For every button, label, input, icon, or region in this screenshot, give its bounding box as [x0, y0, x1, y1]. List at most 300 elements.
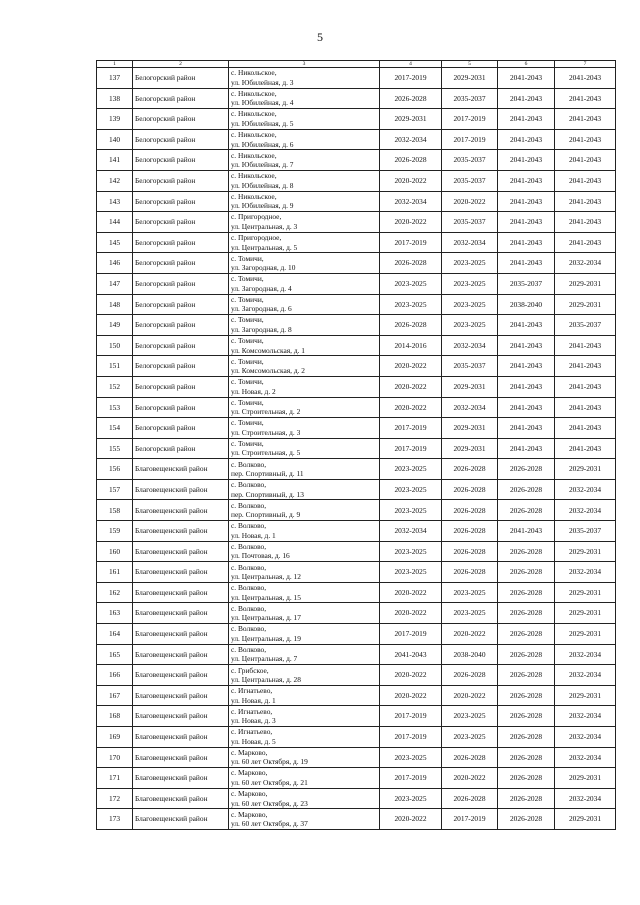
period-cell-2: 2029-2031 [442, 376, 498, 397]
row-number: 149 [97, 315, 133, 336]
address-street: ул. Комсомольская, д. 2 [231, 366, 305, 376]
address-settlement: с. Никольское, [231, 130, 277, 140]
header-col-3: 3 [229, 61, 380, 68]
address-street: ул. 60 лет Октября, д. 21 [231, 777, 308, 787]
row-number: 156 [97, 459, 133, 480]
period-cell-2: 2026-2028 [442, 665, 498, 686]
address-settlement: с. Томичи, [231, 377, 264, 387]
period-cell-2: 2026-2028 [442, 747, 498, 768]
table-row [97, 438, 616, 459]
table-row [97, 788, 616, 809]
address-cell [229, 685, 380, 706]
period-cell-1: 2020-2022 [380, 685, 442, 706]
address-settlement: с. Волково, [231, 521, 267, 531]
address-cell [229, 191, 380, 212]
address-settlement: с. Марково, [231, 768, 268, 778]
district-cell: Благовещенский район [133, 665, 229, 686]
district-cell: Белогорский район [133, 232, 229, 253]
period-cell-4: 2029-2031 [555, 624, 616, 645]
district-cell: Благовещенский район [133, 685, 229, 706]
period-cell-3: 2041-2043 [498, 376, 555, 397]
period-cell-3: 2026-2028 [498, 562, 555, 583]
period-cell-3: 2038-2040 [498, 294, 555, 315]
table-row [97, 315, 616, 336]
period-cell-1: 2026-2028 [380, 88, 442, 109]
period-cell-4: 2041-2043 [555, 170, 616, 191]
address-street: ул. 60 лет Октября, д. 23 [231, 798, 308, 808]
address-street: ул. Юбилейная, д. 8 [231, 180, 294, 190]
period-cell-3: 2041-2043 [498, 253, 555, 274]
period-cell-2: 2029-2031 [442, 68, 498, 89]
period-cell-1: 2020-2022 [380, 356, 442, 377]
address-cell [229, 747, 380, 768]
period-cell-1: 2023-2025 [380, 273, 442, 294]
address-settlement: с. Волково, [231, 583, 267, 593]
address-cell [229, 88, 380, 109]
period-cell-3: 2041-2043 [498, 129, 555, 150]
period-cell-4: 2029-2031 [555, 768, 616, 789]
period-cell-1: 2023-2025 [380, 479, 442, 500]
period-cell-4: 2041-2043 [555, 191, 616, 212]
address-cell [229, 212, 380, 233]
row-number: 165 [97, 644, 133, 665]
row-number: 173 [97, 809, 133, 830]
address-street: ул. Загородная, д. 10 [231, 263, 296, 273]
address-cell [229, 479, 380, 500]
address-cell [229, 356, 380, 377]
address-settlement: с. Волково, [231, 459, 267, 469]
period-cell-1: 2020-2022 [380, 665, 442, 686]
period-cell-1: 2023-2025 [380, 788, 442, 809]
period-cell-4: 2029-2031 [555, 273, 616, 294]
row-number: 151 [97, 356, 133, 377]
district-cell: Благовещенский район [133, 603, 229, 624]
period-cell-3: 2041-2043 [498, 212, 555, 233]
period-cell-2: 2026-2028 [442, 459, 498, 480]
row-number: 168 [97, 706, 133, 727]
period-cell-3: 2041-2043 [498, 150, 555, 171]
row-number: 161 [97, 562, 133, 583]
row-number: 163 [97, 603, 133, 624]
row-number: 148 [97, 294, 133, 315]
period-cell-2: 2032-2034 [442, 397, 498, 418]
period-cell-2: 2023-2025 [442, 273, 498, 294]
address-cell [229, 315, 380, 336]
period-cell-1: 2017-2019 [380, 438, 442, 459]
address-settlement: с. Волково, [231, 500, 267, 510]
period-cell-4: 2029-2031 [555, 459, 616, 480]
period-cell-1: 2014-2016 [380, 335, 442, 356]
district-cell: Белогорский район [133, 335, 229, 356]
period-cell-2: 2026-2028 [442, 479, 498, 500]
row-number: 147 [97, 273, 133, 294]
period-cell-1: 2041-2043 [380, 644, 442, 665]
period-cell-3: 2035-2037 [498, 273, 555, 294]
address-cell [229, 273, 380, 294]
address-street: ул. Юбилейная, д. 3 [231, 77, 294, 87]
period-cell-1: 2032-2034 [380, 191, 442, 212]
table-row [97, 706, 616, 727]
period-cell-2: 2035-2037 [442, 170, 498, 191]
address-settlement: с. Никольское, [231, 109, 277, 119]
address-cell [229, 129, 380, 150]
period-cell-1: 2023-2025 [380, 747, 442, 768]
period-cell-2: 2026-2028 [442, 788, 498, 809]
period-cell-1: 2023-2025 [380, 459, 442, 480]
table-row [97, 479, 616, 500]
header-col-7: 7 [555, 61, 616, 68]
period-cell-4: 2029-2031 [555, 541, 616, 562]
period-cell-3: 2026-2028 [498, 809, 555, 830]
address-street: ул. Юбилейная, д. 4 [231, 98, 294, 108]
period-cell-1: 2023-2025 [380, 541, 442, 562]
row-number: 154 [97, 418, 133, 439]
period-cell-4: 2032-2034 [555, 747, 616, 768]
table-row [97, 418, 616, 439]
period-cell-2: 2029-2031 [442, 438, 498, 459]
address-settlement: с. Никольское, [231, 191, 277, 201]
period-cell-3: 2026-2028 [498, 603, 555, 624]
period-cell-4: 2041-2043 [555, 68, 616, 89]
period-cell-4: 2035-2037 [555, 521, 616, 542]
period-cell-2: 2038-2040 [442, 644, 498, 665]
address-settlement: с. Никольское, [231, 88, 277, 98]
period-cell-1: 2023-2025 [380, 500, 442, 521]
table-row [97, 109, 616, 130]
period-cell-4: 2041-2043 [555, 418, 616, 439]
header-col-2: 2 [133, 61, 229, 68]
row-number: 141 [97, 150, 133, 171]
address-cell [229, 335, 380, 356]
period-cell-4: 2029-2031 [555, 809, 616, 830]
address-settlement: с. Никольское, [231, 68, 277, 78]
period-cell-2: 2017-2019 [442, 109, 498, 130]
address-cell [229, 294, 380, 315]
district-cell: Благовещенский район [133, 541, 229, 562]
period-cell-4: 2041-2043 [555, 438, 616, 459]
period-cell-4: 2041-2043 [555, 150, 616, 171]
address-street: ул. 60 лет Октября, д. 19 [231, 757, 308, 767]
address-cell [229, 706, 380, 727]
period-cell-4: 2029-2031 [555, 603, 616, 624]
district-cell: Благовещенский район [133, 706, 229, 727]
table-row [97, 582, 616, 603]
row-number: 157 [97, 479, 133, 500]
table-row [97, 150, 616, 171]
period-cell-2: 2032-2034 [442, 232, 498, 253]
period-cell-4: 2041-2043 [555, 232, 616, 253]
table-row [97, 521, 616, 542]
period-cell-2: 2020-2022 [442, 768, 498, 789]
table-row [97, 232, 616, 253]
period-cell-2: 2035-2037 [442, 212, 498, 233]
period-cell-1: 2020-2022 [380, 603, 442, 624]
period-cell-4: 2041-2043 [555, 376, 616, 397]
address-cell [229, 541, 380, 562]
address-settlement: с. Игнатьево, [231, 686, 273, 696]
address-street: ул. Загородная, д. 4 [231, 283, 292, 293]
address-cell [229, 500, 380, 521]
period-cell-2: 2023-2025 [442, 294, 498, 315]
district-cell: Белогорский район [133, 109, 229, 130]
period-cell-3: 2026-2028 [498, 706, 555, 727]
period-cell-3: 2026-2028 [498, 624, 555, 645]
period-cell-2: 2017-2019 [442, 809, 498, 830]
address-cell [229, 438, 380, 459]
row-number: 153 [97, 397, 133, 418]
district-cell: Белогорский район [133, 376, 229, 397]
period-cell-1: 2032-2034 [380, 521, 442, 542]
address-cell [229, 68, 380, 89]
district-cell: Белогорский район [133, 129, 229, 150]
address-settlement: с. Пригородное, [231, 233, 282, 243]
district-cell: Благовещенский район [133, 459, 229, 480]
period-cell-4: 2032-2034 [555, 253, 616, 274]
period-cell-4: 2032-2034 [555, 706, 616, 727]
district-cell: Белогорский район [133, 212, 229, 233]
period-cell-2: 2023-2025 [442, 706, 498, 727]
address-settlement: с. Марково, [231, 809, 268, 819]
address-street: пер. Спортивный, д. 11 [231, 469, 304, 479]
period-cell-2: 2023-2025 [442, 582, 498, 603]
period-cell-2: 2023-2025 [442, 727, 498, 748]
table-row [97, 397, 616, 418]
row-number: 159 [97, 521, 133, 542]
row-number: 164 [97, 624, 133, 645]
row-number: 160 [97, 541, 133, 562]
district-cell: Благовещенский район [133, 809, 229, 830]
address-street: ул. Строительная, д. 3 [231, 427, 301, 437]
address-settlement: с. Томичи, [231, 356, 264, 366]
period-cell-3: 2041-2043 [498, 170, 555, 191]
district-cell: Белогорский район [133, 68, 229, 89]
district-cell: Благовещенский район [133, 582, 229, 603]
address-settlement: с. Волково, [231, 603, 267, 613]
address-settlement: с. Волково, [231, 624, 267, 634]
period-cell-4: 2041-2043 [555, 109, 616, 130]
period-cell-3: 2026-2028 [498, 685, 555, 706]
address-cell [229, 603, 380, 624]
period-cell-4: 2041-2043 [555, 356, 616, 377]
district-cell: Благовещенский район [133, 562, 229, 583]
period-cell-3: 2026-2028 [498, 727, 555, 748]
table-row [97, 500, 616, 521]
district-cell: Благовещенский район [133, 747, 229, 768]
district-cell: Благовещенский район [133, 768, 229, 789]
header-col-4: 4 [380, 61, 442, 68]
housing-schedule-table [96, 60, 616, 830]
address-street: ул. Загородная, д. 6 [231, 304, 292, 314]
address-settlement: с. Никольское, [231, 171, 277, 181]
period-cell-4: 2041-2043 [555, 88, 616, 109]
address-street: пер. Спортивный, д. 13 [231, 489, 304, 499]
address-street: ул. Почтовая, д. 16 [231, 551, 290, 561]
period-cell-1: 2020-2022 [380, 212, 442, 233]
address-street: ул. Центральная, д. 12 [231, 572, 301, 582]
period-cell-3: 2041-2043 [498, 315, 555, 336]
address-street: ул. Центральная, д. 7 [231, 654, 298, 664]
row-number: 169 [97, 727, 133, 748]
row-number: 138 [97, 88, 133, 109]
period-cell-2: 2017-2019 [442, 129, 498, 150]
table-row [97, 541, 616, 562]
district-cell: Белогорский район [133, 253, 229, 274]
row-number: 139 [97, 109, 133, 130]
table-row [97, 644, 616, 665]
period-cell-2: 2032-2034 [442, 335, 498, 356]
row-number: 145 [97, 232, 133, 253]
address-street: ул. Новая, д. 1 [231, 695, 276, 705]
period-cell-4: 2041-2043 [555, 335, 616, 356]
period-cell-2: 2026-2028 [442, 541, 498, 562]
table-row [97, 294, 616, 315]
header-col-5: 5 [442, 61, 498, 68]
period-cell-3: 2026-2028 [498, 500, 555, 521]
column-number-row [97, 61, 616, 68]
address-settlement: с. Томичи, [231, 253, 264, 263]
row-number: 166 [97, 665, 133, 686]
district-cell: Белогорский район [133, 170, 229, 191]
address-settlement: с. Волково, [231, 644, 267, 654]
address-street: ул. Юбилейная, д. 7 [231, 160, 294, 170]
address-cell [229, 665, 380, 686]
period-cell-1: 2017-2019 [380, 727, 442, 748]
address-street: ул. Загородная, д. 8 [231, 324, 292, 334]
row-number: 137 [97, 68, 133, 89]
address-settlement: с. Томичи, [231, 315, 264, 325]
district-cell: Белогорский район [133, 438, 229, 459]
period-cell-1: 2026-2028 [380, 315, 442, 336]
period-cell-1: 2023-2025 [380, 562, 442, 583]
district-cell: Благовещенский район [133, 788, 229, 809]
period-cell-3: 2026-2028 [498, 768, 555, 789]
period-cell-3: 2041-2043 [498, 438, 555, 459]
district-cell: Белогорский район [133, 315, 229, 336]
address-street: ул. Новая, д. 1 [231, 530, 276, 540]
period-cell-3: 2041-2043 [498, 88, 555, 109]
row-number: 162 [97, 582, 133, 603]
address-cell [229, 768, 380, 789]
table-row [97, 68, 616, 89]
header-col-1: 1 [97, 61, 133, 68]
address-settlement: с. Томичи, [231, 274, 264, 284]
table-row [97, 170, 616, 191]
district-cell: Белогорский район [133, 88, 229, 109]
table-row [97, 665, 616, 686]
address-settlement: с. Томичи, [231, 418, 264, 428]
period-cell-3: 2026-2028 [498, 582, 555, 603]
period-cell-1: 2020-2022 [380, 397, 442, 418]
period-cell-3: 2041-2043 [498, 418, 555, 439]
table-row [97, 212, 616, 233]
period-cell-1: 2020-2022 [380, 582, 442, 603]
address-street: ул. 60 лет Октября, д. 37 [231, 819, 308, 829]
period-cell-2: 2020-2022 [442, 685, 498, 706]
address-street: ул. Центральная, д. 3 [231, 221, 298, 231]
district-cell: Благовещенский район [133, 479, 229, 500]
address-cell [229, 418, 380, 439]
period-cell-2: 2026-2028 [442, 562, 498, 583]
period-cell-4: 2041-2043 [555, 212, 616, 233]
district-cell: Белогорский район [133, 191, 229, 212]
address-cell [229, 109, 380, 130]
period-cell-3: 2041-2043 [498, 356, 555, 377]
row-number: 167 [97, 685, 133, 706]
table-row [97, 747, 616, 768]
period-cell-2: 2029-2031 [442, 418, 498, 439]
address-street: ул. Строительная, д. 2 [231, 407, 301, 417]
row-number: 158 [97, 500, 133, 521]
period-cell-3: 2026-2028 [498, 788, 555, 809]
table-row [97, 191, 616, 212]
address-street: пер. Спортивный, д. 9 [231, 510, 301, 520]
address-settlement: с. Марково, [231, 789, 268, 799]
period-cell-4: 2035-2037 [555, 315, 616, 336]
period-cell-4: 2041-2043 [555, 397, 616, 418]
period-cell-3: 2026-2028 [498, 459, 555, 480]
district-cell: Белогорский район [133, 273, 229, 294]
row-number: 172 [97, 788, 133, 809]
period-cell-1: 2020-2022 [380, 809, 442, 830]
address-street: ул. Новая, д. 2 [231, 386, 276, 396]
table-row [97, 685, 616, 706]
table-row [97, 335, 616, 356]
row-number: 155 [97, 438, 133, 459]
district-cell: Белогорский район [133, 397, 229, 418]
table-row [97, 376, 616, 397]
period-cell-2: 2026-2028 [442, 500, 498, 521]
table-row [97, 562, 616, 583]
period-cell-3: 2026-2028 [498, 541, 555, 562]
table-row [97, 253, 616, 274]
address-cell [229, 397, 380, 418]
period-cell-3: 2041-2043 [498, 335, 555, 356]
period-cell-3: 2026-2028 [498, 644, 555, 665]
district-cell: Белогорский район [133, 150, 229, 171]
row-number: 170 [97, 747, 133, 768]
period-cell-4: 2032-2034 [555, 788, 616, 809]
address-settlement: с. Томичи, [231, 336, 264, 346]
period-cell-2: 2035-2037 [442, 88, 498, 109]
period-cell-1: 2017-2019 [380, 68, 442, 89]
row-number: 143 [97, 191, 133, 212]
address-cell [229, 624, 380, 645]
address-street: ул. Юбилейная, д. 5 [231, 118, 294, 128]
address-settlement: с. Томичи, [231, 397, 264, 407]
address-settlement: с. Игнатьево, [231, 727, 273, 737]
table-row [97, 624, 616, 645]
row-number: 146 [97, 253, 133, 274]
table-row [97, 129, 616, 150]
address-cell [229, 788, 380, 809]
address-settlement: с. Пригородное, [231, 212, 282, 222]
period-cell-1: 2017-2019 [380, 418, 442, 439]
period-cell-4: 2029-2031 [555, 685, 616, 706]
period-cell-4: 2029-2031 [555, 294, 616, 315]
row-number: 142 [97, 170, 133, 191]
address-street: ул. Центральная, д. 28 [231, 675, 301, 685]
period-cell-3: 2026-2028 [498, 747, 555, 768]
page-number: 5 [317, 30, 323, 44]
address-settlement: с. Волково, [231, 541, 267, 551]
district-cell: Благовещенский район [133, 727, 229, 748]
address-street: ул. Строительная, д. 5 [231, 448, 301, 458]
table-row [97, 356, 616, 377]
period-cell-1: 2017-2019 [380, 768, 442, 789]
table-row [97, 809, 616, 830]
row-number: 152 [97, 376, 133, 397]
address-cell [229, 253, 380, 274]
